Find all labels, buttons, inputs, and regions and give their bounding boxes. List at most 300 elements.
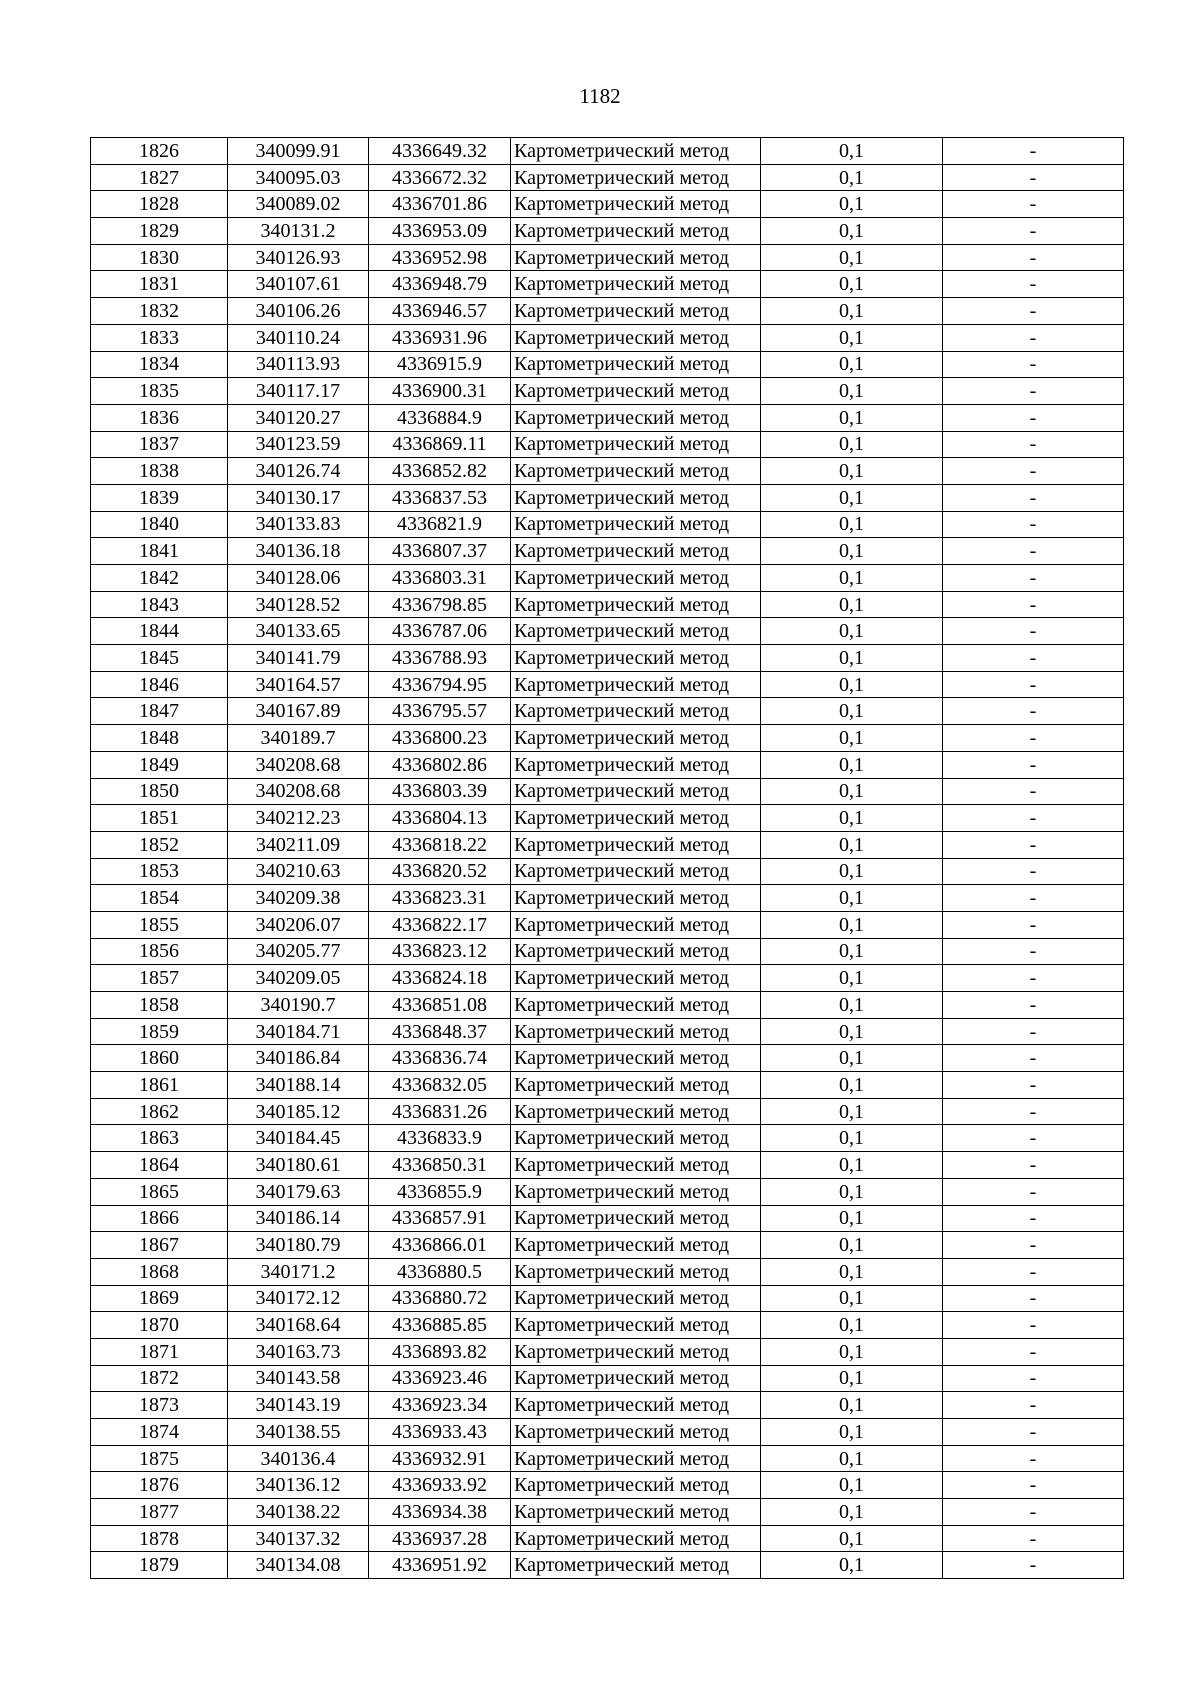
method-cell: Картометрический метод xyxy=(511,431,761,458)
table-row xyxy=(91,751,1124,778)
y-coordinate-cell: 4336794.95 xyxy=(369,671,511,698)
point-number-cell: 1854 xyxy=(91,885,228,912)
note-cell: - xyxy=(943,1098,1124,1125)
y-coordinate-cell: 4336933.92 xyxy=(369,1472,511,1499)
point-number-cell: 1877 xyxy=(91,1499,228,1526)
method-cell: Картометрический метод xyxy=(511,404,761,431)
accuracy-cell: 0,1 xyxy=(761,1338,943,1365)
accuracy-cell: 0,1 xyxy=(761,458,943,485)
point-number-cell: 1842 xyxy=(91,565,228,592)
method-cell: Картометрический метод xyxy=(511,992,761,1019)
point-number-cell: 1867 xyxy=(91,1232,228,1259)
y-coordinate-cell: 4336836.74 xyxy=(369,1045,511,1072)
x-coordinate-cell: 340167.89 xyxy=(228,698,369,725)
x-coordinate-cell: 340134.08 xyxy=(228,1552,369,1579)
y-coordinate-cell: 4336823.31 xyxy=(369,885,511,912)
accuracy-cell: 0,1 xyxy=(761,1178,943,1205)
x-coordinate-cell: 340171.2 xyxy=(228,1258,369,1285)
accuracy-cell: 0,1 xyxy=(761,992,943,1019)
table-row xyxy=(91,992,1124,1019)
note-cell: - xyxy=(943,1392,1124,1419)
note-cell: - xyxy=(943,591,1124,618)
table-row xyxy=(91,1365,1124,1392)
table-row xyxy=(91,351,1124,378)
y-coordinate-cell: 4336880.5 xyxy=(369,1258,511,1285)
method-cell: Картометрический метод xyxy=(511,1152,761,1179)
y-coordinate-cell: 4336880.72 xyxy=(369,1285,511,1312)
x-coordinate-cell: 340184.45 xyxy=(228,1125,369,1152)
accuracy-cell: 0,1 xyxy=(761,191,943,218)
point-number-cell: 1849 xyxy=(91,751,228,778)
x-coordinate-cell: 340136.18 xyxy=(228,538,369,565)
note-cell: - xyxy=(943,698,1124,725)
table-row xyxy=(91,298,1124,325)
x-coordinate-cell: 340189.7 xyxy=(228,725,369,752)
method-cell: Картометрический метод xyxy=(511,324,761,351)
accuracy-cell: 0,1 xyxy=(761,1285,943,1312)
y-coordinate-cell: 4336824.18 xyxy=(369,965,511,992)
x-coordinate-cell: 340210.63 xyxy=(228,858,369,885)
method-cell: Картометрический метод xyxy=(511,1285,761,1312)
table-row xyxy=(91,164,1124,191)
y-coordinate-cell: 4336807.37 xyxy=(369,538,511,565)
point-number-cell: 1826 xyxy=(91,138,228,165)
x-coordinate-cell: 340205.77 xyxy=(228,938,369,965)
y-coordinate-cell: 4336649.32 xyxy=(369,138,511,165)
x-coordinate-cell: 340128.52 xyxy=(228,591,369,618)
accuracy-cell: 0,1 xyxy=(761,511,943,538)
x-coordinate-cell: 340123.59 xyxy=(228,431,369,458)
x-coordinate-cell: 340186.14 xyxy=(228,1205,369,1232)
table-row xyxy=(91,1499,1124,1526)
method-cell: Картометрический метод xyxy=(511,1125,761,1152)
y-coordinate-cell: 4336818.22 xyxy=(369,831,511,858)
accuracy-cell: 0,1 xyxy=(761,965,943,992)
point-number-cell: 1835 xyxy=(91,378,228,405)
x-coordinate-cell: 340126.74 xyxy=(228,458,369,485)
accuracy-cell: 0,1 xyxy=(761,1072,943,1099)
y-coordinate-cell: 4336893.82 xyxy=(369,1338,511,1365)
accuracy-cell: 0,1 xyxy=(761,725,943,752)
method-cell: Картометрический метод xyxy=(511,244,761,271)
point-number-cell: 1865 xyxy=(91,1178,228,1205)
coordinates-table xyxy=(90,137,1124,1579)
point-number-cell: 1828 xyxy=(91,191,228,218)
accuracy-cell: 0,1 xyxy=(761,244,943,271)
method-cell: Картометрический метод xyxy=(511,1365,761,1392)
y-coordinate-cell: 4336855.9 xyxy=(369,1178,511,1205)
table-row xyxy=(91,965,1124,992)
note-cell: - xyxy=(943,1152,1124,1179)
table-row xyxy=(91,591,1124,618)
table-row xyxy=(91,885,1124,912)
table-row xyxy=(91,1232,1124,1259)
method-cell: Картометрический метод xyxy=(511,164,761,191)
method-cell: Картометрический метод xyxy=(511,1018,761,1045)
table-row xyxy=(91,725,1124,752)
note-cell: - xyxy=(943,351,1124,378)
method-cell: Картометрический метод xyxy=(511,458,761,485)
point-number-cell: 1873 xyxy=(91,1392,228,1419)
table-row xyxy=(91,324,1124,351)
y-coordinate-cell: 4336885.85 xyxy=(369,1312,511,1339)
table-row xyxy=(91,404,1124,431)
note-cell: - xyxy=(943,645,1124,672)
method-cell: Картометрический метод xyxy=(511,831,761,858)
x-coordinate-cell: 340208.68 xyxy=(228,778,369,805)
point-number-cell: 1868 xyxy=(91,1258,228,1285)
note-cell: - xyxy=(943,458,1124,485)
x-coordinate-cell: 340172.12 xyxy=(228,1285,369,1312)
point-number-cell: 1866 xyxy=(91,1205,228,1232)
accuracy-cell: 0,1 xyxy=(761,938,943,965)
table-row xyxy=(91,911,1124,938)
y-coordinate-cell: 4336795.57 xyxy=(369,698,511,725)
note-cell: - xyxy=(943,778,1124,805)
y-coordinate-cell: 4336832.05 xyxy=(369,1072,511,1099)
table-row xyxy=(91,1178,1124,1205)
point-number-cell: 1870 xyxy=(91,1312,228,1339)
y-coordinate-cell: 4336823.12 xyxy=(369,938,511,965)
point-number-cell: 1874 xyxy=(91,1419,228,1446)
note-cell: - xyxy=(943,725,1124,752)
accuracy-cell: 0,1 xyxy=(761,1472,943,1499)
note-cell: - xyxy=(943,618,1124,645)
note-cell: - xyxy=(943,1365,1124,1392)
x-coordinate-cell: 340206.07 xyxy=(228,911,369,938)
y-coordinate-cell: 4336951.92 xyxy=(369,1552,511,1579)
point-number-cell: 1853 xyxy=(91,858,228,885)
note-cell: - xyxy=(943,1499,1124,1526)
x-coordinate-cell: 340089.02 xyxy=(228,191,369,218)
method-cell: Картометрический метод xyxy=(511,1338,761,1365)
x-coordinate-cell: 340143.19 xyxy=(228,1392,369,1419)
note-cell: - xyxy=(943,1419,1124,1446)
method-cell: Картометрический метод xyxy=(511,1445,761,1472)
accuracy-cell: 0,1 xyxy=(761,911,943,938)
y-coordinate-cell: 4336931.96 xyxy=(369,324,511,351)
method-cell: Картометрический метод xyxy=(511,938,761,965)
table-row xyxy=(91,858,1124,885)
table-row xyxy=(91,1018,1124,1045)
y-coordinate-cell: 4336857.91 xyxy=(369,1205,511,1232)
accuracy-cell: 0,1 xyxy=(761,1552,943,1579)
y-coordinate-cell: 4336934.38 xyxy=(369,1499,511,1526)
x-coordinate-cell: 340209.05 xyxy=(228,965,369,992)
accuracy-cell: 0,1 xyxy=(761,1258,943,1285)
accuracy-cell: 0,1 xyxy=(761,671,943,698)
point-number-cell: 1827 xyxy=(91,164,228,191)
point-number-cell: 1859 xyxy=(91,1018,228,1045)
x-coordinate-cell: 340188.14 xyxy=(228,1072,369,1099)
accuracy-cell: 0,1 xyxy=(761,1125,943,1152)
table-row xyxy=(91,1072,1124,1099)
accuracy-cell: 0,1 xyxy=(761,1525,943,1552)
x-coordinate-cell: 340185.12 xyxy=(228,1098,369,1125)
method-cell: Картометрический метод xyxy=(511,1072,761,1099)
note-cell: - xyxy=(943,164,1124,191)
note-cell: - xyxy=(943,1018,1124,1045)
point-number-cell: 1839 xyxy=(91,484,228,511)
x-coordinate-cell: 340107.61 xyxy=(228,271,369,298)
y-coordinate-cell: 4336822.17 xyxy=(369,911,511,938)
accuracy-cell: 0,1 xyxy=(761,1205,943,1232)
note-cell: - xyxy=(943,404,1124,431)
x-coordinate-cell: 340138.22 xyxy=(228,1499,369,1526)
y-coordinate-cell: 4336923.34 xyxy=(369,1392,511,1419)
accuracy-cell: 0,1 xyxy=(761,565,943,592)
method-cell: Картометрический метод xyxy=(511,751,761,778)
accuracy-cell: 0,1 xyxy=(761,324,943,351)
method-cell: Картометрический метод xyxy=(511,1312,761,1339)
note-cell: - xyxy=(943,885,1124,912)
table-row xyxy=(91,538,1124,565)
accuracy-cell: 0,1 xyxy=(761,431,943,458)
x-coordinate-cell: 340163.73 xyxy=(228,1338,369,1365)
x-coordinate-cell: 340186.84 xyxy=(228,1045,369,1072)
table-row xyxy=(91,271,1124,298)
method-cell: Картометрический метод xyxy=(511,1499,761,1526)
accuracy-cell: 0,1 xyxy=(761,164,943,191)
point-number-cell: 1831 xyxy=(91,271,228,298)
note-cell: - xyxy=(943,1045,1124,1072)
table-row xyxy=(91,778,1124,805)
table-row xyxy=(91,1392,1124,1419)
note-cell: - xyxy=(943,538,1124,565)
point-number-cell: 1851 xyxy=(91,805,228,832)
y-coordinate-cell: 4336837.53 xyxy=(369,484,511,511)
note-cell: - xyxy=(943,218,1124,245)
point-number-cell: 1862 xyxy=(91,1098,228,1125)
table-row xyxy=(91,1525,1124,1552)
y-coordinate-cell: 4336851.08 xyxy=(369,992,511,1019)
note-cell: - xyxy=(943,1285,1124,1312)
note-cell: - xyxy=(943,1472,1124,1499)
note-cell: - xyxy=(943,751,1124,778)
table-row xyxy=(91,1285,1124,1312)
x-coordinate-cell: 340208.68 xyxy=(228,751,369,778)
table-body xyxy=(91,138,1124,1579)
y-coordinate-cell: 4336820.52 xyxy=(369,858,511,885)
method-cell: Картометрический метод xyxy=(511,1178,761,1205)
method-cell: Картометрический метод xyxy=(511,858,761,885)
point-number-cell: 1833 xyxy=(91,324,228,351)
accuracy-cell: 0,1 xyxy=(761,404,943,431)
note-cell: - xyxy=(943,271,1124,298)
accuracy-cell: 0,1 xyxy=(761,1445,943,1472)
y-coordinate-cell: 4336923.46 xyxy=(369,1365,511,1392)
point-number-cell: 1864 xyxy=(91,1152,228,1179)
point-number-cell: 1829 xyxy=(91,218,228,245)
point-number-cell: 1837 xyxy=(91,431,228,458)
method-cell: Картометрический метод xyxy=(511,191,761,218)
note-cell: - xyxy=(943,1178,1124,1205)
x-coordinate-cell: 340130.17 xyxy=(228,484,369,511)
y-coordinate-cell: 4336804.13 xyxy=(369,805,511,832)
y-coordinate-cell: 4336802.86 xyxy=(369,751,511,778)
x-coordinate-cell: 340143.58 xyxy=(228,1365,369,1392)
x-coordinate-cell: 340168.64 xyxy=(228,1312,369,1339)
method-cell: Картометрический метод xyxy=(511,645,761,672)
note-cell: - xyxy=(943,298,1124,325)
x-coordinate-cell: 340099.91 xyxy=(228,138,369,165)
point-number-cell: 1876 xyxy=(91,1472,228,1499)
table-row xyxy=(91,431,1124,458)
table-row xyxy=(91,378,1124,405)
point-number-cell: 1857 xyxy=(91,965,228,992)
y-coordinate-cell: 4336848.37 xyxy=(369,1018,511,1045)
y-coordinate-cell: 4336803.31 xyxy=(369,565,511,592)
x-coordinate-cell: 340113.93 xyxy=(228,351,369,378)
accuracy-cell: 0,1 xyxy=(761,1419,943,1446)
method-cell: Картометрический метод xyxy=(511,885,761,912)
method-cell: Картометрический метод xyxy=(511,591,761,618)
accuracy-cell: 0,1 xyxy=(761,484,943,511)
y-coordinate-cell: 4336701.86 xyxy=(369,191,511,218)
method-cell: Картометрический метод xyxy=(511,1205,761,1232)
method-cell: Картометрический метод xyxy=(511,1472,761,1499)
note-cell: - xyxy=(943,1205,1124,1232)
accuracy-cell: 0,1 xyxy=(761,1365,943,1392)
x-coordinate-cell: 340110.24 xyxy=(228,324,369,351)
note-cell: - xyxy=(943,191,1124,218)
x-coordinate-cell: 340106.26 xyxy=(228,298,369,325)
note-cell: - xyxy=(943,1552,1124,1579)
x-coordinate-cell: 340128.06 xyxy=(228,565,369,592)
note-cell: - xyxy=(943,431,1124,458)
method-cell: Картометрический метод xyxy=(511,484,761,511)
accuracy-cell: 0,1 xyxy=(761,378,943,405)
y-coordinate-cell: 4336831.26 xyxy=(369,1098,511,1125)
x-coordinate-cell: 340212.23 xyxy=(228,805,369,832)
accuracy-cell: 0,1 xyxy=(761,618,943,645)
point-number-cell: 1855 xyxy=(91,911,228,938)
point-number-cell: 1872 xyxy=(91,1365,228,1392)
point-number-cell: 1863 xyxy=(91,1125,228,1152)
point-number-cell: 1852 xyxy=(91,831,228,858)
method-cell: Картометрический метод xyxy=(511,725,761,752)
x-coordinate-cell: 340136.4 xyxy=(228,1445,369,1472)
accuracy-cell: 0,1 xyxy=(761,751,943,778)
x-coordinate-cell: 340133.83 xyxy=(228,511,369,538)
point-number-cell: 1836 xyxy=(91,404,228,431)
note-cell: - xyxy=(943,1445,1124,1472)
table-row xyxy=(91,1258,1124,1285)
table-row xyxy=(91,511,1124,538)
x-coordinate-cell: 340180.61 xyxy=(228,1152,369,1179)
accuracy-cell: 0,1 xyxy=(761,1312,943,1339)
table-row xyxy=(91,1098,1124,1125)
page-number: 1182 xyxy=(579,84,621,108)
point-number-cell: 1847 xyxy=(91,698,228,725)
note-cell: - xyxy=(943,138,1124,165)
x-coordinate-cell: 340209.38 xyxy=(228,885,369,912)
table-row xyxy=(91,1125,1124,1152)
y-coordinate-cell: 4336900.31 xyxy=(369,378,511,405)
x-coordinate-cell: 340184.71 xyxy=(228,1018,369,1045)
accuracy-cell: 0,1 xyxy=(761,1098,943,1125)
method-cell: Картометрический метод xyxy=(511,511,761,538)
method-cell: Картометрический метод xyxy=(511,1232,761,1259)
method-cell: Картометрический метод xyxy=(511,1419,761,1446)
method-cell: Картометрический метод xyxy=(511,351,761,378)
point-number-cell: 1850 xyxy=(91,778,228,805)
point-number-cell: 1856 xyxy=(91,938,228,965)
table-row xyxy=(91,484,1124,511)
method-cell: Картометрический метод xyxy=(511,1045,761,1072)
point-number-cell: 1879 xyxy=(91,1552,228,1579)
accuracy-cell: 0,1 xyxy=(761,698,943,725)
accuracy-cell: 0,1 xyxy=(761,1499,943,1526)
method-cell: Картометрический метод xyxy=(511,805,761,832)
method-cell: Картометрический метод xyxy=(511,671,761,698)
accuracy-cell: 0,1 xyxy=(761,591,943,618)
method-cell: Картометрический метод xyxy=(511,618,761,645)
note-cell: - xyxy=(943,1125,1124,1152)
y-coordinate-cell: 4336948.79 xyxy=(369,271,511,298)
accuracy-cell: 0,1 xyxy=(761,778,943,805)
y-coordinate-cell: 4336937.28 xyxy=(369,1525,511,1552)
y-coordinate-cell: 4336884.9 xyxy=(369,404,511,431)
method-cell: Картометрический метод xyxy=(511,138,761,165)
x-coordinate-cell: 340137.32 xyxy=(228,1525,369,1552)
accuracy-cell: 0,1 xyxy=(761,351,943,378)
x-coordinate-cell: 340131.2 xyxy=(228,218,369,245)
x-coordinate-cell: 340141.79 xyxy=(228,645,369,672)
point-number-cell: 1846 xyxy=(91,671,228,698)
table-row xyxy=(91,938,1124,965)
y-coordinate-cell: 4336821.9 xyxy=(369,511,511,538)
table-row xyxy=(91,218,1124,245)
method-cell: Картометрический метод xyxy=(511,271,761,298)
x-coordinate-cell: 340133.65 xyxy=(228,618,369,645)
note-cell: - xyxy=(943,992,1124,1019)
x-coordinate-cell: 340180.79 xyxy=(228,1232,369,1259)
method-cell: Картометрический метод xyxy=(511,1552,761,1579)
x-coordinate-cell: 340179.63 xyxy=(228,1178,369,1205)
y-coordinate-cell: 4336833.9 xyxy=(369,1125,511,1152)
method-cell: Картометрический метод xyxy=(511,1258,761,1285)
y-coordinate-cell: 4336915.9 xyxy=(369,351,511,378)
accuracy-cell: 0,1 xyxy=(761,1392,943,1419)
point-number-cell: 1841 xyxy=(91,538,228,565)
table-row xyxy=(91,805,1124,832)
method-cell: Картометрический метод xyxy=(511,538,761,565)
note-cell: - xyxy=(943,1072,1124,1099)
point-number-cell: 1844 xyxy=(91,618,228,645)
point-number-cell: 1848 xyxy=(91,725,228,752)
note-cell: - xyxy=(943,484,1124,511)
point-number-cell: 1871 xyxy=(91,1338,228,1365)
table-row xyxy=(91,831,1124,858)
table-row xyxy=(91,565,1124,592)
point-number-cell: 1832 xyxy=(91,298,228,325)
x-coordinate-cell: 340190.7 xyxy=(228,992,369,1019)
table-row xyxy=(91,645,1124,672)
y-coordinate-cell: 4336787.06 xyxy=(369,618,511,645)
note-cell: - xyxy=(943,1338,1124,1365)
x-coordinate-cell: 340095.03 xyxy=(228,164,369,191)
table-row xyxy=(91,138,1124,165)
accuracy-cell: 0,1 xyxy=(761,805,943,832)
accuracy-cell: 0,1 xyxy=(761,1152,943,1179)
method-cell: Картометрический метод xyxy=(511,298,761,325)
y-coordinate-cell: 4336803.39 xyxy=(369,778,511,805)
method-cell: Картометрический метод xyxy=(511,565,761,592)
table-row xyxy=(91,1152,1124,1179)
point-number-cell: 1878 xyxy=(91,1525,228,1552)
y-coordinate-cell: 4336933.43 xyxy=(369,1419,511,1446)
